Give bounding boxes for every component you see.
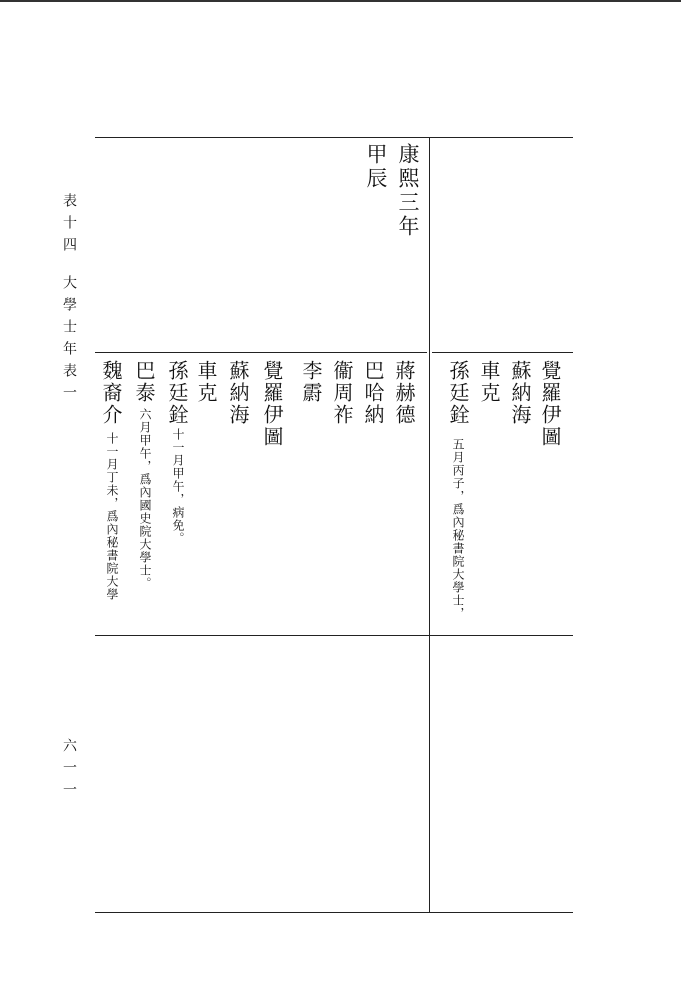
- left-entry-name: 衞周祚: [330, 360, 354, 426]
- reign-year: 康熙三年: [396, 143, 420, 239]
- left-row-divider-top: [95, 352, 427, 353]
- right-entry-note: 五月丙子，爲內秘書院大學士，: [451, 438, 465, 620]
- right-entry-name: 車克: [477, 360, 501, 404]
- page-top-edge: [0, 0, 681, 2]
- left-entry-name: 孫廷銓: [165, 360, 189, 426]
- left-entry-note: 十一月甲午，病免。: [171, 428, 185, 545]
- page-number: 六一一: [61, 738, 77, 804]
- right-entry-name: 覺羅伊圖: [538, 360, 562, 448]
- right-entry-name: 孫廷銓: [446, 360, 470, 426]
- right-entry-name: 蘇納海: [508, 360, 532, 426]
- ganzhi-year: 甲辰: [364, 143, 388, 191]
- left-entry-name: 蘇納海: [226, 360, 250, 426]
- year-divider-line: [429, 137, 430, 912]
- row-divider-bottom: [95, 635, 573, 636]
- running-title: 大學士年表一: [61, 275, 77, 407]
- table-bottom-rule: [95, 912, 573, 913]
- left-entry-name: 巴泰: [132, 360, 156, 404]
- left-entry-note: 六月甲午，爲內國史院大學士。: [138, 408, 152, 590]
- table-top-rule: [95, 137, 573, 138]
- left-entry-name: 魏裔介: [99, 360, 123, 426]
- table-number: 表十四: [61, 193, 77, 259]
- left-entry-name: 覺羅伊圖: [260, 360, 284, 448]
- left-entry-name: 李霨: [299, 360, 323, 404]
- left-entry-name: 巴哈納: [361, 360, 385, 426]
- left-entry-name: 蔣赫德: [392, 360, 416, 426]
- left-entry-name: 車克: [194, 360, 218, 404]
- right-row-divider-top: [432, 352, 573, 353]
- left-entry-note: 十一月丁未，爲內秘書院大學: [105, 432, 119, 601]
